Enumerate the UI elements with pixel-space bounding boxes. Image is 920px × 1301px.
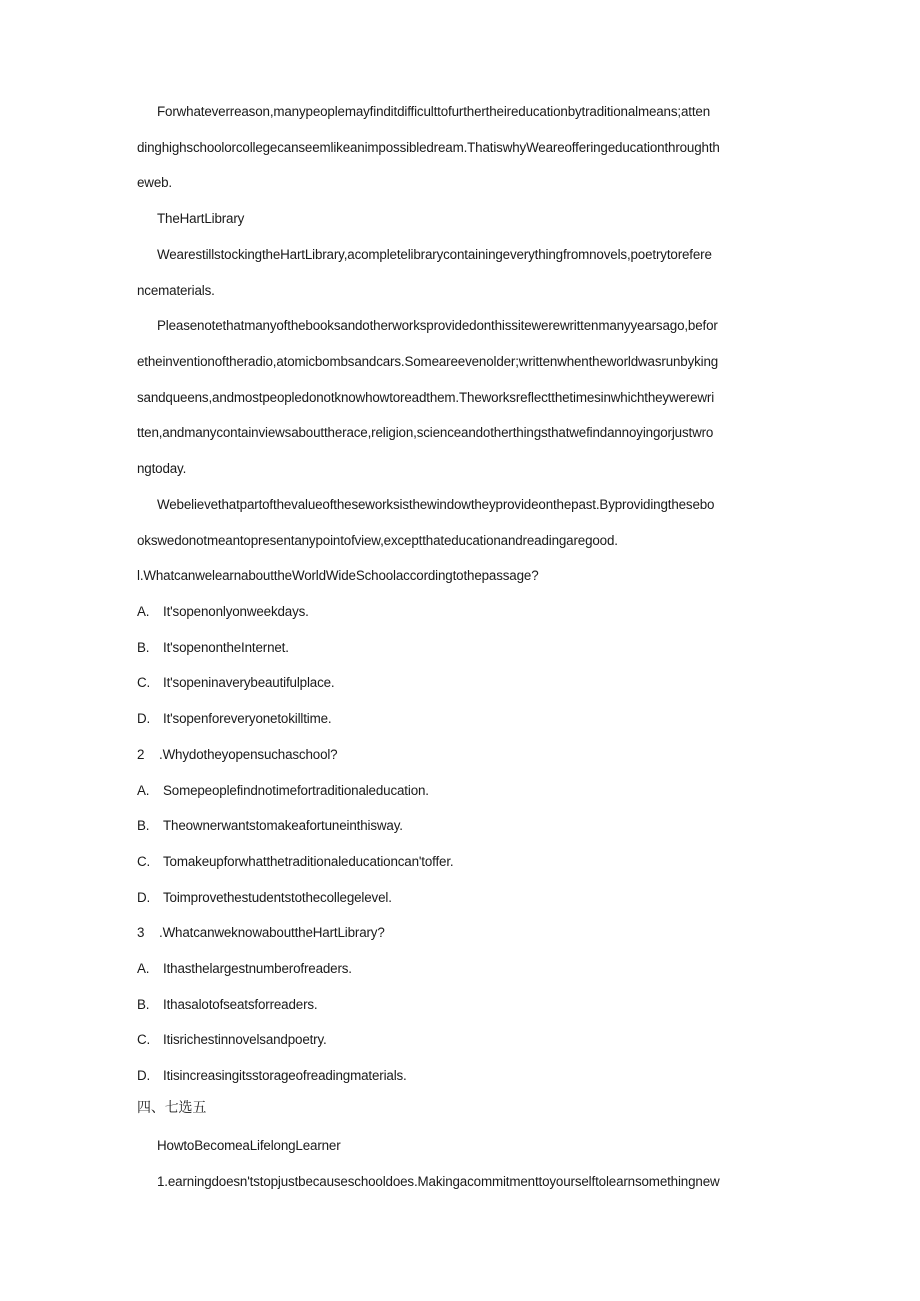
option-a [137,782,429,800]
option-letter: C. [137,854,151,869]
option-text: It'sopenonlyonweekdays. [163,604,309,619]
passage-line: okswedonotmeantopresentanypointofview,exceptthateducationandreadingaregood. [137,533,618,548]
passage-line: WearestillstockingtheHartLibrary,acompletelibrarycontainingeverythingfromnovels,poetrytorefere [157,247,712,262]
option-text: Somepeoplefindnotimefortraditionaleducation. [163,783,429,798]
passage-line: sandqueens,andmostpeopledonotknowhowtoreadthem.Theworksreflectthetimesinwhichtheywerewri [137,390,715,405]
passage-line: tten,andmanycontainviewsabouttherace,religion,scienceandotherthingsthatwefindannoyingorjustwro [137,425,714,440]
option-letter: B. [137,818,150,833]
section-title: TheHartLibrary [157,211,245,226]
passage-line: Webelievethatpartofthevalueoftheseworksisthewindowtheyprovideonthepast.Byprovidingthesebo [157,497,715,512]
option-d [137,889,392,907]
option-text: It'sopenontheInternet. [163,640,289,655]
option-b [137,639,289,657]
question-text: .Whydotheyopensuchaschool? [159,747,338,762]
question-stem [137,746,337,764]
passage-line: Pleasenotethatmanyofthebooksandotherworksprovidedonthissitewerewrittenmanyyearsago,befor [157,318,718,333]
option-text: Ithasalotofseatsforreaders. [163,997,318,1012]
question-text: .WhatcanweknowabouttheHartLibrary? [159,925,385,940]
option-letter: A. [137,783,150,798]
section-heading: 四、七选五 [137,1100,207,1116]
passage-line: ncematerials. [137,283,215,298]
option-text: It'sopenforeveryonetokilltime. [163,711,332,726]
option-b [137,996,318,1014]
option-letter: D. [137,711,151,726]
option-a [137,960,352,978]
question-number: 2 [137,747,145,762]
option-text: Itisincreasingitsstorageofreadingmaterials. [163,1068,407,1083]
option-text: Itisrichestinnovelsandpoetry. [163,1032,327,1047]
question-number: 3 [137,925,145,940]
passage-line: Forwhateverreason,manypeoplemayfinditdifficulttofurthertheireducationbytraditionalmeans;atten [157,104,710,119]
option-letter: A. [137,604,150,619]
option-c [137,674,335,692]
passage-line: dinghighschoolorcollegecanseemlikeanimpossibledream.ThatiswhyWeareofferingeducationthroughth [137,140,720,155]
option-d [137,710,332,728]
option-letter: B. [137,640,150,655]
option-text: Toimprovethestudentstothecollegelevel. [163,890,392,905]
option-letter: C. [137,1032,151,1047]
option-letter: C. [137,675,151,690]
option-letter: A. [137,961,150,976]
question-stem [137,924,385,942]
option-letter: D. [137,1068,151,1083]
option-text: Tomakeupforwhatthetraditionaleducationcan'toffer. [163,854,454,869]
option-a [137,603,309,621]
option-text: It'sopeninaverybeautifulplace. [163,675,335,690]
passage-title: HowtoBecomeaLifelongLearner [157,1138,341,1153]
option-d [137,1067,407,1085]
option-c [137,1031,327,1049]
passage-line: 1.earningdoesn'tstopjustbecauseschooldoes.Makingacommitmenttoyourselftolearnsomethingnew [157,1174,720,1189]
option-letter: D. [137,890,151,905]
passage-line: ngtoday. [137,461,187,476]
passage-line: eweb. [137,175,172,190]
option-b [137,817,403,835]
option-letter: B. [137,997,150,1012]
option-text: Theownerwantstomakeafortuneinthisway. [163,818,403,833]
option-c [137,853,454,871]
passage-line: etheinventionoftheradio,atomicbombsandcars.Someareevenolder;writtenwhentheworldwasrunbyking [137,354,719,369]
option-text: Ithasthelargestnumberofreaders. [163,961,352,976]
question-stem: l.WhatcanwelearnabouttheWorldWideSchoolaccordingtothepassage? [137,568,539,583]
